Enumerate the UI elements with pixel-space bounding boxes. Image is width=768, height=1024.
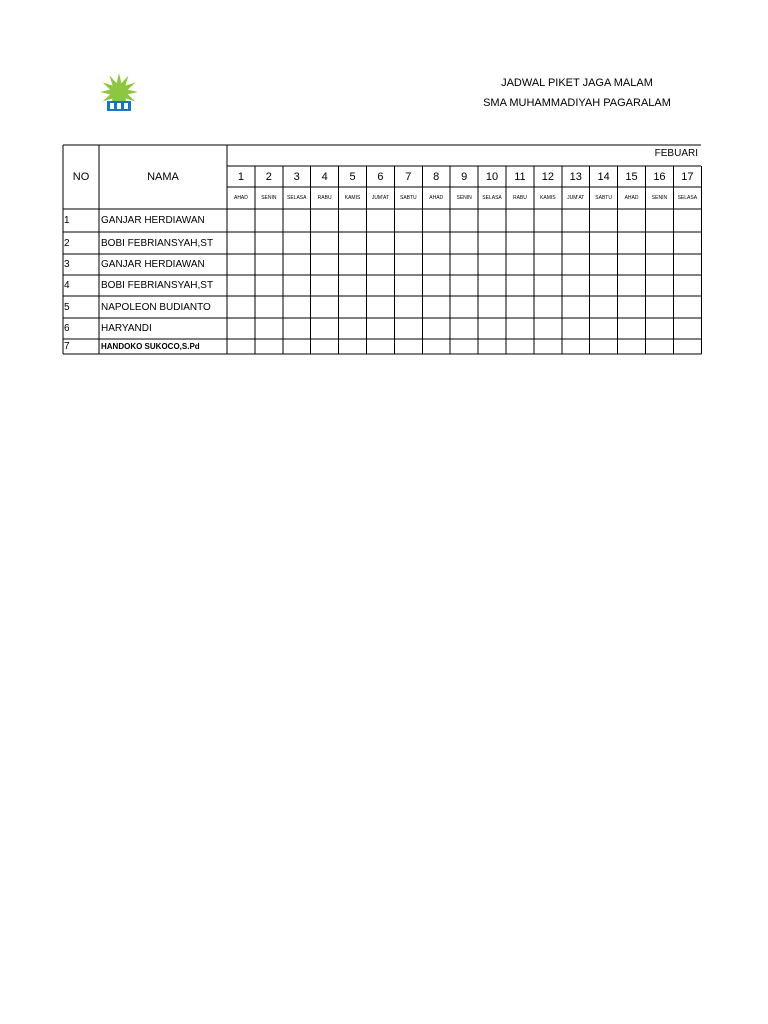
day-number: 14 xyxy=(597,170,610,183)
day-name: SENIN xyxy=(261,195,277,201)
row-number: 4 xyxy=(64,280,70,291)
day-number: 8 xyxy=(433,170,440,183)
day-name: JUM'AT xyxy=(567,195,585,201)
day-name: RABU xyxy=(512,195,527,201)
day-name: SABTU xyxy=(400,195,417,201)
day-name: AHAD xyxy=(429,195,444,201)
day-name: AHAD xyxy=(233,195,248,201)
col-header-no: NO xyxy=(72,171,90,183)
day-name: SELASA xyxy=(482,195,502,201)
day-number: 4 xyxy=(321,170,328,183)
row-name: HARYANDI xyxy=(101,323,152,334)
day-name: SENIN xyxy=(456,195,472,201)
day-name: SENIN xyxy=(651,195,668,201)
day-number: 3 xyxy=(293,170,300,183)
row-name: GANJAR HERDIAWAN xyxy=(101,215,205,226)
row-name: GANJAR HERDIAWAN xyxy=(101,259,205,270)
day-name: KAMIS xyxy=(344,195,361,201)
row-name: BOBI FEBRIANSYAH,ST xyxy=(101,237,214,249)
col-header-nama: NAMA xyxy=(147,171,179,183)
row-number: 7 xyxy=(64,341,70,352)
day-name: SABTU xyxy=(595,195,612,201)
day-number: 12 xyxy=(541,170,554,183)
day-number: 2 xyxy=(265,170,272,183)
row-name: HANDOKO SUKOCO,S.Pd xyxy=(101,342,200,351)
day-number: 6 xyxy=(377,170,384,183)
school-name: SMA MUHAMMADIYAH PAGARALAM xyxy=(483,97,671,109)
day-name: SELASA xyxy=(677,195,698,201)
day-number: 9 xyxy=(461,170,468,183)
day-name: JUM'AT xyxy=(371,195,390,201)
day-number: 7 xyxy=(405,170,412,183)
row-name: BOBI FEBRIANSYAH,ST xyxy=(101,280,214,291)
day-name: RABU xyxy=(317,195,332,201)
muhammadiyah-logo-icon xyxy=(96,70,142,116)
row-number: 3 xyxy=(64,259,70,270)
row-name: NAPOLEON BUDIANTO xyxy=(101,301,211,313)
page-title: JADWAL PIKET JAGA MALAM xyxy=(501,77,653,89)
row-number: 1 xyxy=(64,215,70,226)
day-number: 10 xyxy=(485,170,499,183)
row-number: 6 xyxy=(64,323,70,334)
row-number: 2 xyxy=(64,237,70,249)
day-name: KAMIS xyxy=(540,195,556,201)
row-number: 5 xyxy=(64,301,70,313)
day-number: 1 xyxy=(237,170,244,183)
day-number: 13 xyxy=(569,170,582,183)
day-number: 17 xyxy=(681,170,694,183)
day-name: AHAD xyxy=(624,195,639,201)
day-number: 15 xyxy=(625,170,638,183)
day-number: 5 xyxy=(349,170,356,183)
day-number: 16 xyxy=(653,170,666,183)
day-name: SELASA xyxy=(287,195,307,201)
month-label: FEBUARI xyxy=(654,148,698,159)
day-number: 11 xyxy=(514,170,526,183)
